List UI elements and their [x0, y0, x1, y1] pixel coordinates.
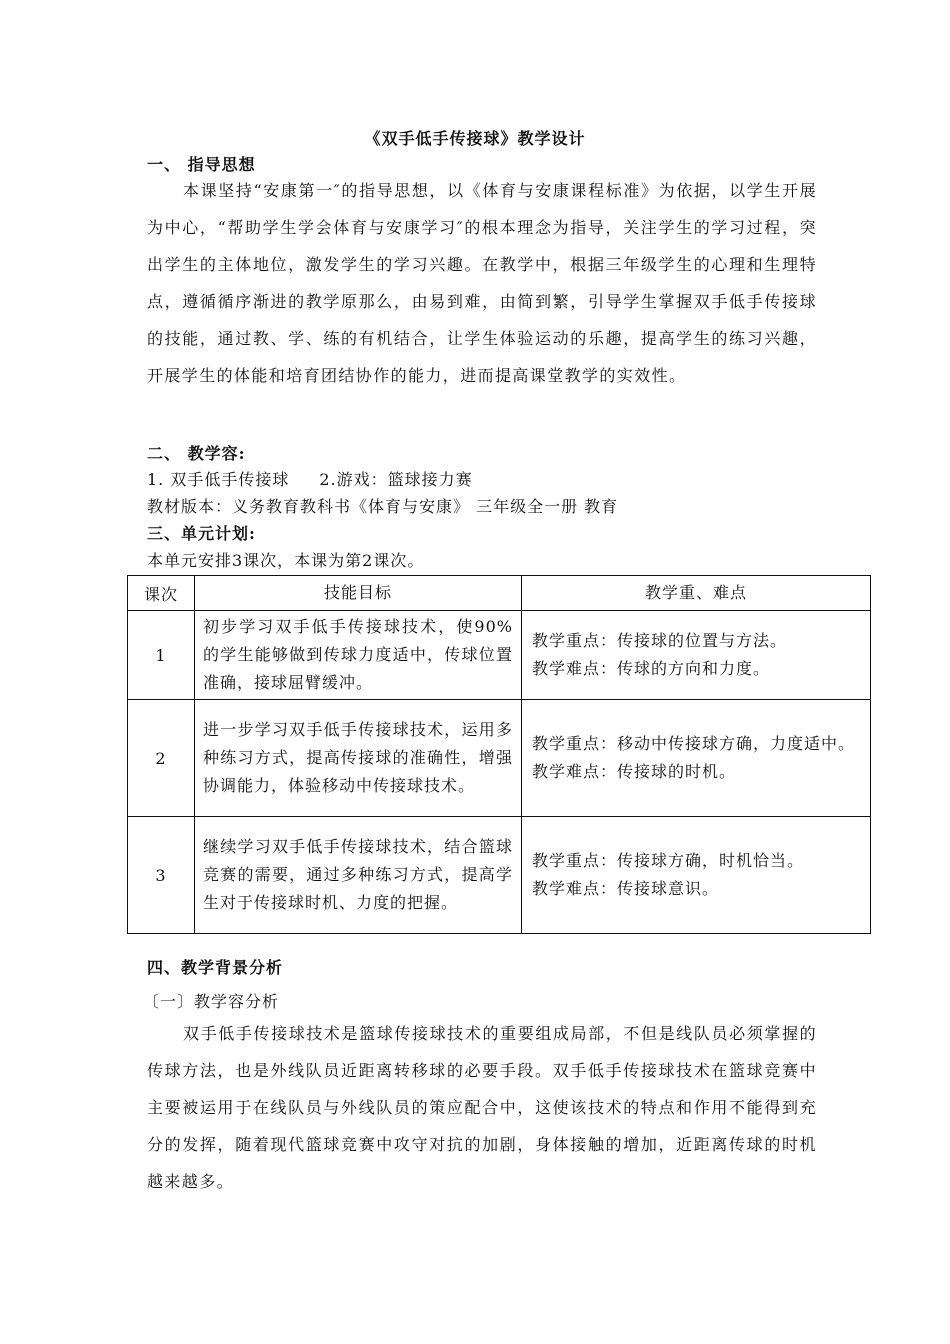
table-header-row: [128, 576, 871, 611]
section4-subheading: 〔一〕教学容分析: [143, 992, 280, 1011]
column-header-lesson: 课次: [128, 576, 195, 611]
unit-plan-intro: 本单元安排3课次，本课为第2课次。: [147, 551, 425, 570]
section2-heading: 二、 教学容:: [147, 444, 246, 463]
section1-heading: 一、 指导思想: [147, 155, 256, 174]
teaching-difficulty: 教学难点：传接球的时机。: [532, 762, 737, 781]
teaching-key-point: 教学重点：传接球的位置与方法。: [532, 631, 788, 650]
teaching-difficulty: 教学难点：传球的方向和力度。: [532, 659, 771, 678]
skill-goal: 继续学习双手低手传接球技术，结合篮球竞赛的需要，通过多种练习方式，提高学生对于传接球时机、力度的把握。: [195, 817, 522, 934]
lesson-number: 3: [128, 817, 195, 934]
skill-goal: 进一步学习双手低手传接球技术，运用多种练习方式，提高传接球的准确性，增强协调能力，体验移动中传接球技术。: [195, 700, 522, 817]
table-row: [128, 817, 871, 934]
content-item-2: 2.游戏：篮球接力赛: [319, 470, 473, 489]
lesson-number: 2: [128, 700, 195, 817]
key-difficulty-cell: [522, 817, 871, 934]
key-difficulty-cell: [522, 611, 871, 700]
unit-plan-table: [127, 575, 871, 934]
section4-body: 双手低手传接球技术是篮球传接球技术的重要组成局部，不但是线队员必须掌握的传球方法，也是外线队员近距离转移球的必要手段。双手低手传接球技术在篮球竞赛中主要被运用于在线队员与外线队员的策应配合中，这使该技术的特点和作用不能得到充分的发挥，随着现代篮球竞赛中攻守对抗的加剧，身体接触的增加，近距离传球的时机越来越多。: [147, 1024, 817, 1191]
lesson-number: 1: [128, 611, 195, 700]
skill-goal: 初步学习双手低手传接球技术，使90%的学生能够做到传球力度适中，传球位置准确，接球屈臂缓冲。: [195, 611, 522, 700]
column-header-key-points: 教学重、难点: [522, 576, 871, 611]
teaching-key-point: 教学重点：传接球方确，时机恰当。: [532, 851, 805, 870]
section2-items: [147, 467, 473, 490]
key-difficulty-cell: [522, 700, 871, 817]
document-title: 《双手低手传接球》教学设计: [364, 129, 586, 148]
section3-heading: 三、单元计划:: [147, 524, 256, 543]
teaching-key-point: 教学重点：移动中传接球方确，力度适中。: [532, 734, 856, 753]
table-row: [128, 700, 871, 817]
teaching-difficulty: 教学难点：传接球意识。: [532, 879, 720, 898]
section4-heading: 四、教学背景分析: [147, 958, 284, 977]
textbook-edition: 教材版本：义务教育教科书《体育与安康》 三年级全一册 教育: [147, 497, 619, 516]
section1-body: 本课坚持“安康第一″的指导思想，以《体育与安康课程标准》为依据，以学生开展为中心，“帮助学生学会体育与安康学习″的根本理念为指导，关注学生的学习过程，突出学生的主体地位，激发学生的学习兴趣。在教学中，根据三年级学生的心理和生理特点，遵循循序渐进的教学原那么，由易到难，由简到繁，引导学生掌握双手低手传接球的技能，通过教、学、练的有机结合，让学生体验运动的乐趣，提高学生的练习兴趣，开展学生的体能和培育团结协作的能力，进而提高课堂教学的实效性。: [147, 181, 817, 385]
content-item-1: 1. 双手低手传接球: [147, 470, 290, 489]
column-header-goal: 技能目标: [195, 576, 522, 611]
table-row: [128, 611, 871, 700]
